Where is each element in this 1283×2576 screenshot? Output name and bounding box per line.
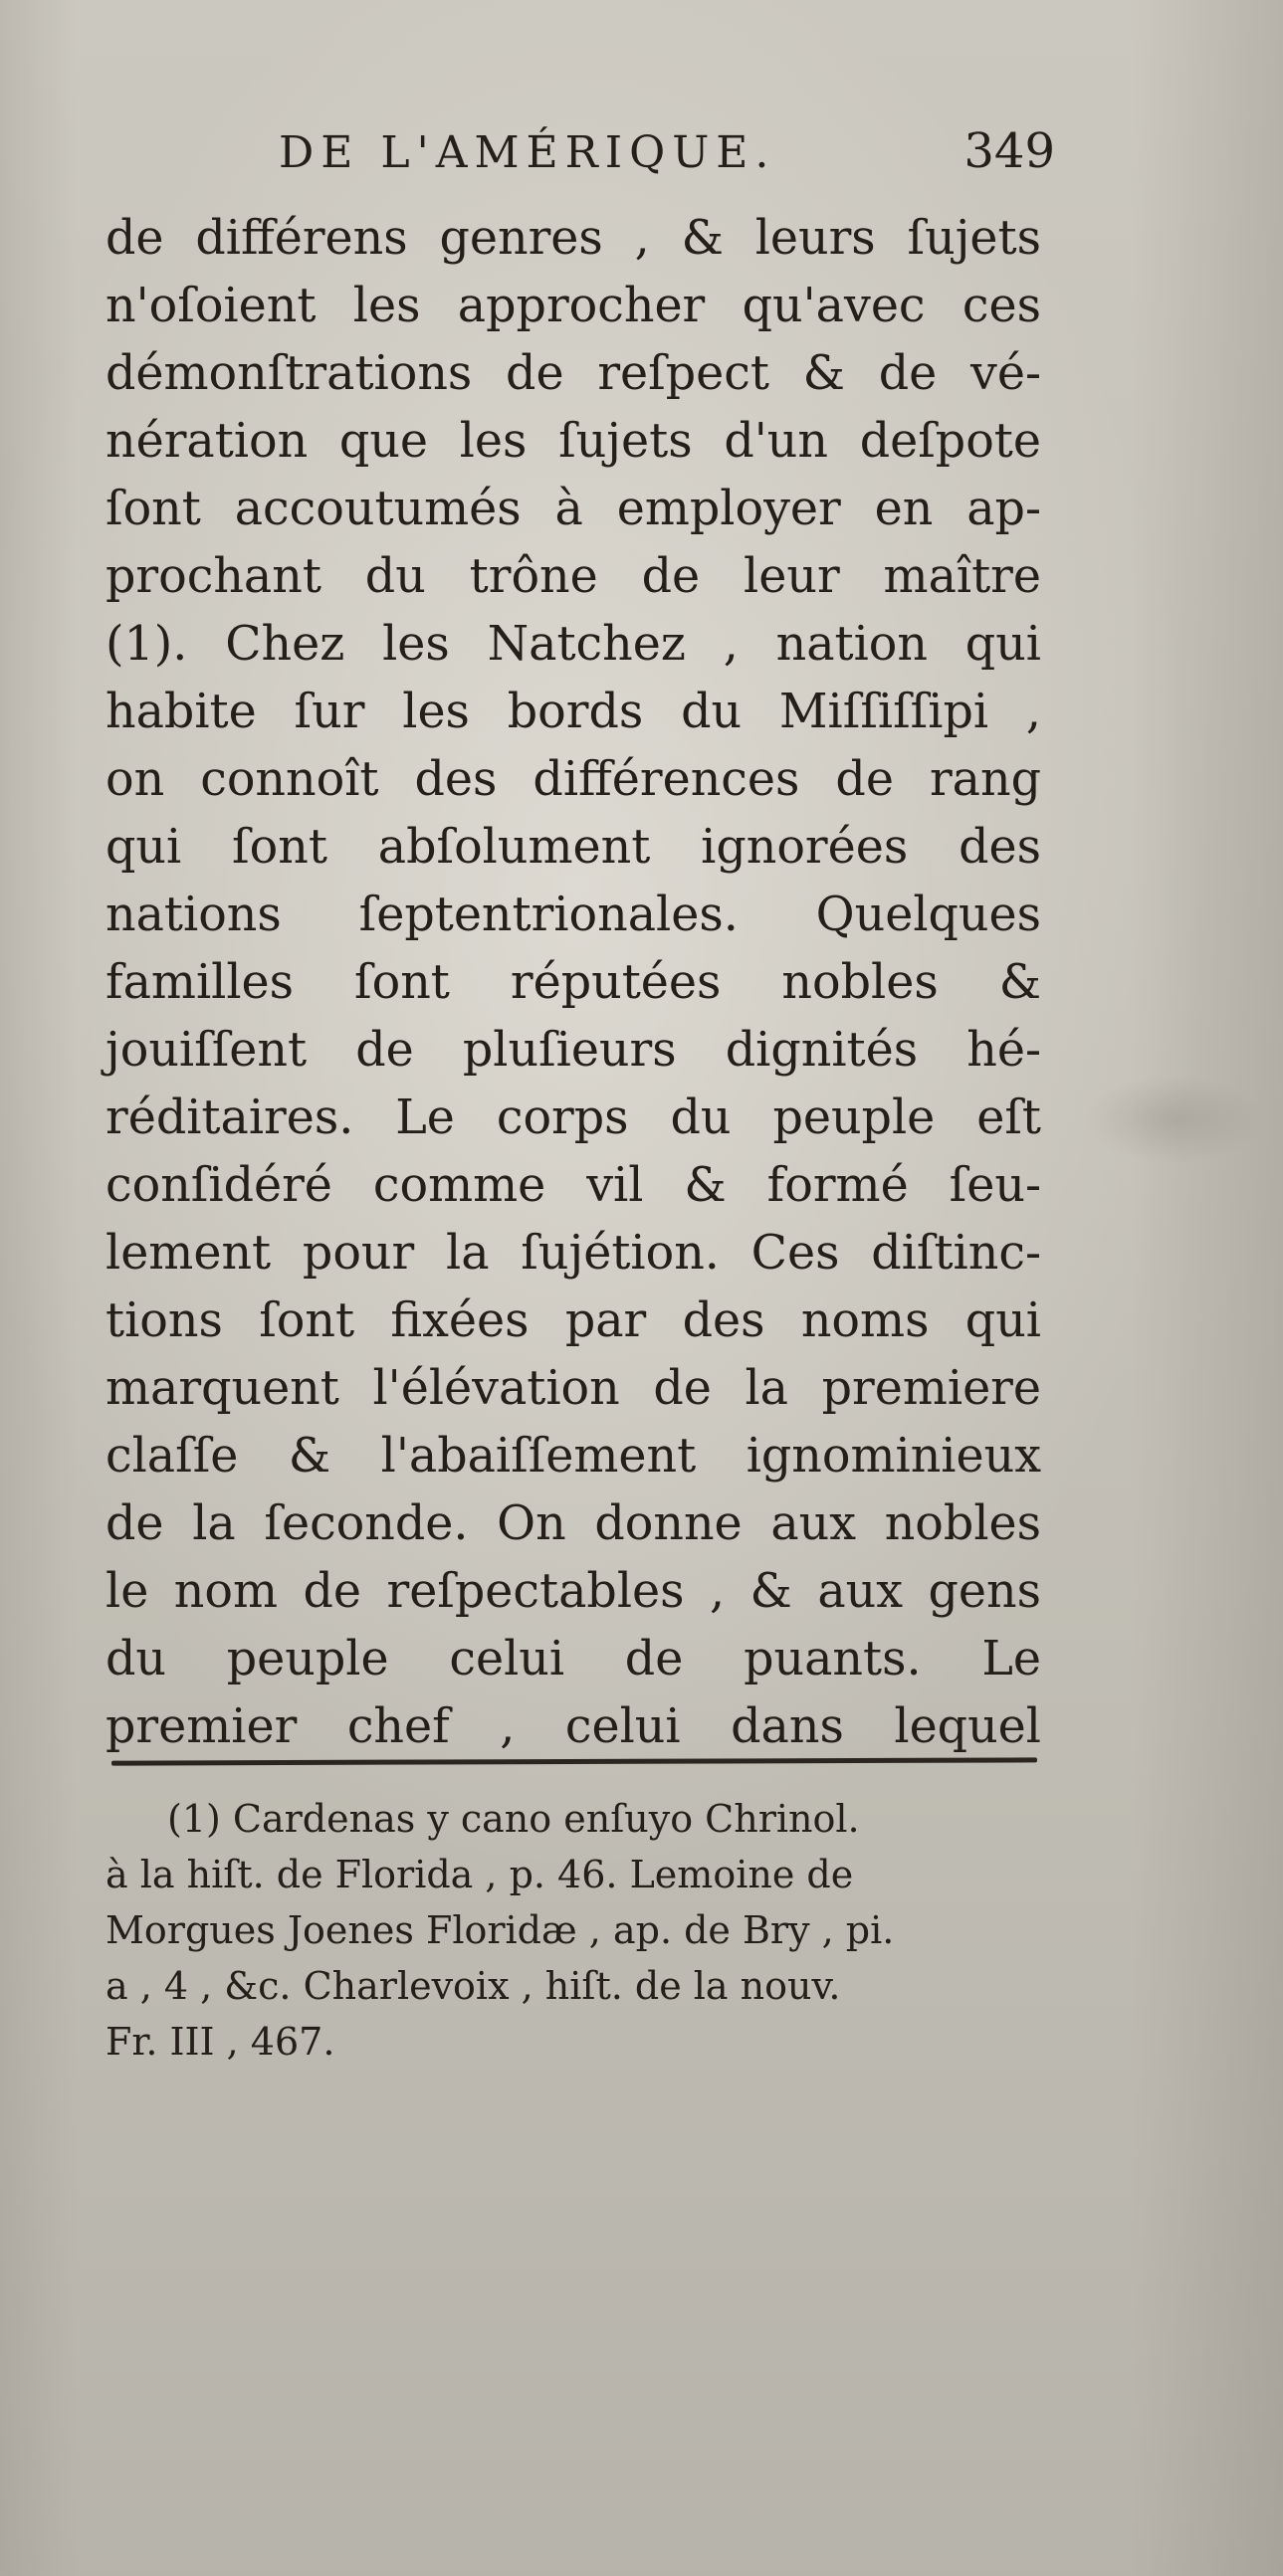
- text-line: n'oſoient les approcher qu'avec ces: [106, 279, 1041, 333]
- footnote-line: Morgues Joenes Floridæ , ap. de Bry , pi.: [106, 1908, 895, 1952]
- footnote-line: (1) Cardenas y cano enſuyo Chrinol.: [167, 1797, 860, 1841]
- text-line: nations ſeptentrionales. Quelques: [106, 888, 1041, 942]
- text-line: qui ſont abſolument ignorées des: [106, 820, 1041, 875]
- text-line: on connoît des différences de rang: [106, 752, 1041, 807]
- footnote-line: a , 4 , &c. Charlevoix , hiſt. de la nouv.: [106, 1964, 841, 2008]
- running-head: [100, 119, 1055, 189]
- text-line: de la ſeconde. On donne aux nobles: [106, 1496, 1041, 1551]
- footnotes: [106, 1791, 1031, 2070]
- text-line: prochant du trône de leur maître: [106, 549, 1041, 604]
- footnote-line: Fr. III , 467.: [106, 2020, 335, 2064]
- text-line: claſſe & l'abaiſſement ignominieux: [106, 1429, 1041, 1484]
- text-line: premier chef , celui dans lequel: [106, 1699, 1041, 1754]
- text-line: marquent l'élévation de la premiere: [106, 1361, 1041, 1416]
- text-line: (1). Chez les Natchez , nation qui: [106, 617, 1041, 672]
- ink-show-through: [1085, 1075, 1264, 1164]
- footnote-line: à la hiſt. de Florida , p. 46. Lemoine de: [106, 1853, 854, 1896]
- text-line: conſidéré comme vil & formé ſeu-: [106, 1158, 1041, 1213]
- text-line: familles ſont réputées nobles &: [106, 955, 1041, 1010]
- text-line: lement pour la ſujétion. Ces diſtinc-: [106, 1226, 1041, 1281]
- running-title: DE L'AMÉRIQUE.: [279, 127, 776, 178]
- text-line: du peuple celui de puants. Le: [106, 1632, 1041, 1686]
- text-line: habite ſur les bords du Miſſiſſipi ,: [106, 685, 1041, 739]
- text-line: jouiſſent de pluſieurs dignités hé-: [106, 1023, 1041, 1078]
- page-number: 349: [963, 123, 1055, 179]
- text-line: tions ſont fixées par des noms qui: [106, 1293, 1041, 1348]
- text-line: réditaires. Le corps du peuple eſt: [106, 1090, 1041, 1145]
- text-line: de différens genres , & leurs ſujets: [106, 211, 1041, 266]
- text-line: démonſtrations de reſpect & de vé-: [106, 346, 1041, 401]
- text-line: le nom de reſpectables , & aux gens: [106, 1564, 1041, 1619]
- text-line: ſont accoutumés à employer en ap-: [106, 482, 1041, 536]
- body-text: [106, 205, 1041, 1761]
- text-line: nération que les ſujets d'un deſpote: [106, 414, 1041, 469]
